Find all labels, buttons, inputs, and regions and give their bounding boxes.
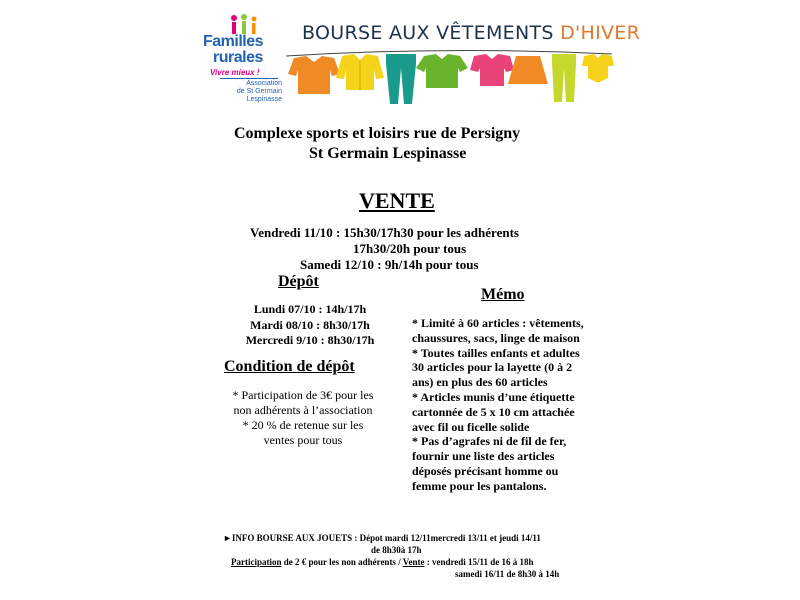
footer-line-1: ►INFO BOURSE AUX JOUETS : Dépot mardi 12/11mercredi 13/11 et jeudi 14/11	[223, 533, 541, 543]
logo-tagline: Vivre mieux !	[210, 68, 260, 77]
vente-line-1: Vendredi 11/10 : 15h30/17h30 pour les adhérents	[250, 225, 519, 240]
logo-sub-line: Association	[246, 80, 282, 87]
logo-sub-line: de St Germain	[236, 88, 282, 95]
vente-line-2: 17h30/20h pour tous	[353, 241, 467, 256]
memo-line: femme pour les pantalons.	[412, 478, 547, 493]
condition-heading: Condition de dépôt	[224, 358, 355, 375]
memo-line: chaussures, sacs, linge de maison	[412, 330, 580, 345]
memo-line: * Limité à 60 articles : vêtements,	[412, 316, 584, 330]
footer-line-3-end: : vendredi 15/11 de 16 à 18h	[424, 557, 534, 567]
memo-line: ans) en plus des 60 articles	[412, 375, 548, 390]
depot-line: Mercredi 9/10 : 8h30/17h	[245, 333, 375, 347]
orange-skirt-icon	[508, 56, 548, 84]
yellow-sweater-icon	[336, 54, 384, 90]
memo-text	[412, 316, 584, 494]
condition-line: non adhérents à l’association	[233, 403, 373, 417]
condition-line: * Participation de 3€ pour les	[232, 388, 374, 402]
vente-heading: VENTE	[359, 188, 435, 213]
logo-divider	[220, 78, 278, 79]
footer-line-3-mid: de 2 € pour les non adhérents /	[281, 557, 403, 567]
vente-line-3: Samedi 12/10 : 9h/14h pour tous	[300, 257, 479, 272]
banner-title-accent: D'HIVER	[560, 22, 641, 44]
depot-line: Mardi 08/10 : 8h30/17h	[250, 317, 370, 332]
yellow-bodysuit-icon	[582, 54, 614, 82]
memo-line: fournir une liste des articles	[412, 449, 555, 464]
depot-schedule	[224, 302, 396, 349]
memo-line: 30 articles pour la layette (0 à 2	[412, 360, 573, 375]
memo-heading: Mémo	[481, 286, 525, 303]
depot-heading: Dépôt	[278, 273, 319, 290]
banner-title	[302, 22, 640, 44]
green-tshirt-icon	[416, 54, 468, 88]
orange-jacket-icon	[288, 56, 340, 94]
venue-line-2: St Germain Lespinasse	[309, 145, 467, 162]
footer-line-3	[231, 557, 534, 567]
venue-line-1: Complexe sports et loisirs rue de Persigny	[234, 125, 521, 142]
logo-association-text	[218, 80, 282, 104]
participation-label: Participation	[231, 557, 282, 567]
condition-line: * 20 % de retenue sur les	[242, 418, 364, 432]
memo-line: cartonnée de 5 x 10 cm attachée	[412, 404, 575, 419]
memo-line: * Pas d’agrafes ni de fil de fer,	[412, 434, 567, 449]
memo-line: * Articles munis d’une étiquette	[412, 389, 575, 404]
lime-trousers-icon	[552, 54, 576, 102]
logo-word-rurales: rurales	[213, 49, 263, 66]
teal-trousers-icon	[386, 54, 416, 104]
memo-line: déposés précisant homme ou	[412, 463, 559, 478]
condition-text	[214, 388, 392, 448]
depot-line: Lundi 07/10 : 14h/17h	[253, 302, 367, 316]
condition-line: ventes pour tous	[263, 433, 343, 447]
banner-title-main: BOURSE AUX VÊTEMENTS	[302, 22, 561, 44]
footer-line-4: samedi 16/11 de 8h30 à 14h	[455, 569, 560, 579]
pink-shirt-icon	[470, 54, 514, 86]
logo-word-familles: Familles	[203, 33, 264, 50]
clothesline-illustration	[284, 44, 614, 106]
logo-sub-line: Lespinasse	[246, 96, 282, 103]
familles-rurales-logo	[200, 14, 280, 109]
footer-line-2: de 8h30à 17h	[371, 545, 422, 555]
memo-line: * Toutes tailles enfants et adultes	[412, 345, 580, 360]
vente-label: Vente	[402, 557, 425, 567]
memo-line: avec fil ou ficelle solide	[412, 419, 530, 434]
